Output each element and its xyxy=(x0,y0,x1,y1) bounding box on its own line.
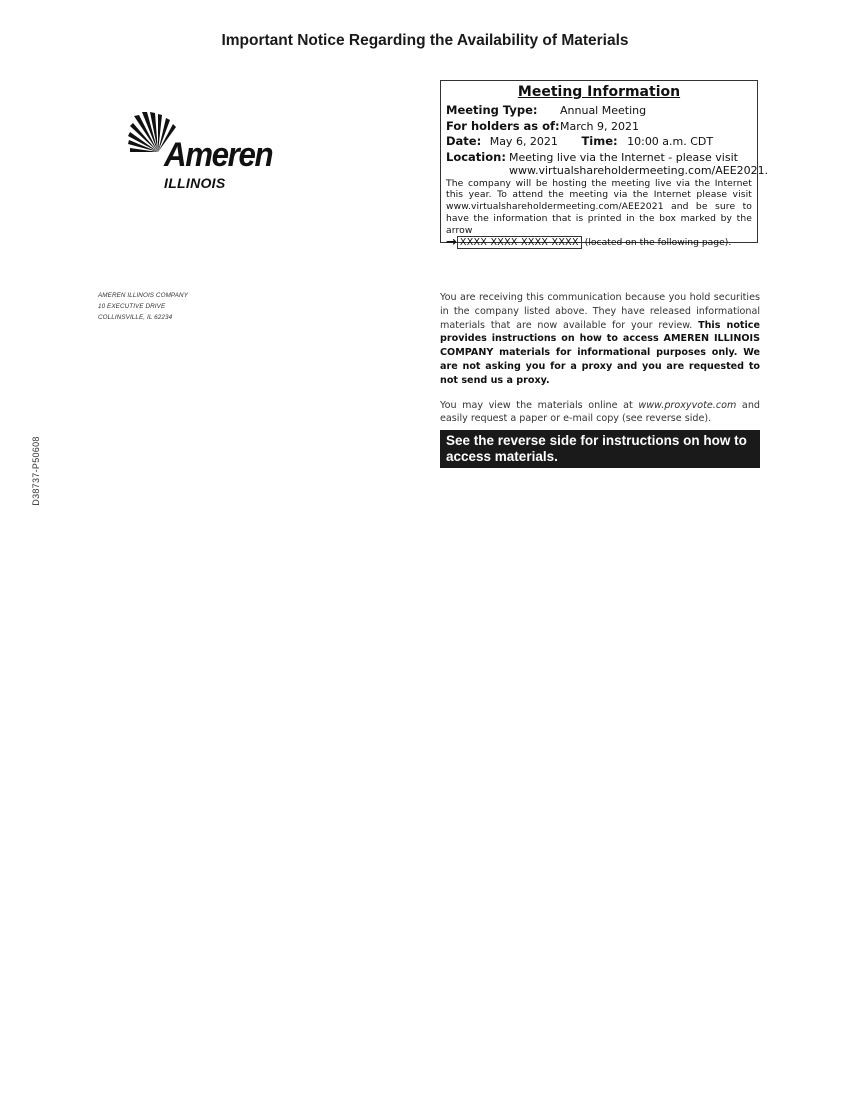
description-text: The company will be hosting the meeting live via the Internet this year. To attend the meeting via the Internet please visit www.virtualshareholdermeeting.com/AEE2021 and be sure to have the information that is printed in the box marked by the arrow xyxy=(446,177,752,236)
reverse-side-banner: See the reverse side for instructions on how to access materials. xyxy=(440,430,760,468)
notice-paragraph-1 xyxy=(440,291,760,388)
notice-p1-text: You are receiving this communication because you hold securities in the company listed above. They have released informational materials that are now available for your review. xyxy=(440,292,760,331)
logo-wordmark: Ameren xyxy=(164,136,273,174)
holders-label: For holders as of: xyxy=(446,118,560,133)
notice-p2-start: You may view the materials online at xyxy=(440,399,639,411)
date-value: May 6, 2021 xyxy=(489,135,558,148)
notice-p1-bold: This notice provides instructions on how to access AMEREN ILLINOIS COMPANY materials for informational purposes only. We are not asking you for a proxy and you are requested to not send us a proxy. xyxy=(440,319,760,386)
control-number-box: XXXX XXXX XXXX XXXX xyxy=(457,236,582,249)
logo-subtitle: ILLINOIS xyxy=(164,175,226,191)
control-number-line xyxy=(446,236,752,249)
proxyvote-link[interactable]: www.proxyvote.com xyxy=(638,399,737,411)
date-time-row xyxy=(446,134,752,150)
location-row xyxy=(446,149,769,177)
holders-row xyxy=(446,119,752,135)
document-code: D38737-P50608 xyxy=(31,436,41,506)
meeting-type-value: Annual Meeting xyxy=(560,104,647,117)
location-label: Location: xyxy=(446,149,506,164)
notice-paragraph-2 xyxy=(440,399,760,427)
meeting-type-label: Meeting Type: xyxy=(446,103,538,117)
notice-p2-end: and easily request a paper or e-mail copy (see reverse side). xyxy=(440,399,760,425)
location-line-1: Meeting live via the Internet - please visit xyxy=(509,150,738,164)
ameren-logo xyxy=(128,112,298,202)
address-line-3: COLLINSVILLE, IL 62234 xyxy=(98,314,173,321)
meeting-info-heading: Meeting Information xyxy=(517,84,681,100)
page-title: Important Notice Regarding the Availability of Materials xyxy=(221,32,629,49)
meeting-information-box xyxy=(440,80,769,251)
time-label: Time: xyxy=(581,134,618,148)
mailing-address xyxy=(98,290,188,323)
control-number-note: (located on the following page). xyxy=(584,237,732,249)
address-line-1: AMEREN ILLINOIS COMPANY xyxy=(98,292,189,299)
location-value xyxy=(509,151,768,177)
address-line-2: 10 EXECUTIVE DRIVE xyxy=(98,303,166,310)
meeting-type-row xyxy=(446,103,752,119)
time-value: 10:00 a.m. CDT xyxy=(627,135,714,148)
date-label: Date: xyxy=(446,134,482,148)
meeting-description xyxy=(446,178,752,237)
holders-value: March 9, 2021 xyxy=(560,119,640,133)
arrow-right-icon: → xyxy=(446,235,457,251)
notice-body xyxy=(440,291,760,426)
location-line-2: www.virtualshareholdermeeting.com/AEE2021. xyxy=(509,163,769,177)
